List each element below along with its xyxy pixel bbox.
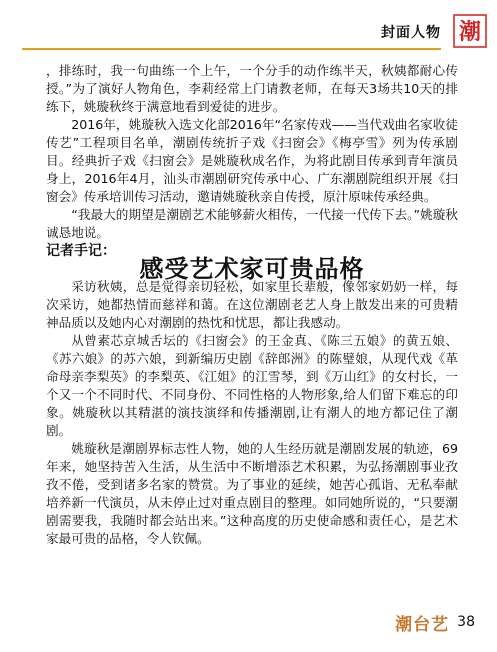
paragraph-5: 从曾素芯京城舌坛的《扫窗会》的王金真、《陈三五娘》的黄五娘、《苏六娘》的苏六娘，到新编历史剧《辞郎洲》的陈璧娘，从现代戏《革命母亲李梨英》的李梨英、《江姐》的江雪琴，到《万山红》的女村长，一个又一个不同时代、不同身份、不同性格的人物形象,给人们留下难忘的印象。姚璇秋以其精湛的演技演绎和传播潮剧,让有潮人的地方都记住了潮剧。 [46, 333, 458, 438]
paragraph-2: 2016年，姚璇秋入选文化部2016年“名家传戏——当代戏曲名家收徒传艺”工程项目名单，潮剧传统折子戏《扫窗会》《梅亭雪》列为传承剧目。经典折子戏《扫窗会》是姚璇秋成名作，为将此剧目传承到青年演员身上，2016年4月，汕头市潮剧研究传承中心、广东潮剧院组织开展《扫窗会》传承培训传习活动，邀请姚璇秋亲自传授，原汁原味传承经典。 [46, 117, 458, 204]
svg-text:潮: 潮 [458, 19, 482, 45]
page-footer [395, 610, 475, 634]
paragraph-6: 姚璇秋是潮剧界标志性人物，她的人生经历就是潮剧发展的轨迹，69年来，她坚持苦入生活，从生活中不断增添艺术积累，为弘扬潮剧事业孜孜不倦，受到诸多名家的赞赏。为了事业的延续，她苦心孤诣、无私奉献培养新一代演员，从未停止过对重点剧目的整理。如同她所说的，“只要潮剧需要我，我随时都会站出来。”这种高度的历史使命感和责任心，是艺术家最可贵的品格，令人钦佩。 [46, 441, 458, 546]
paragraph-1: ，排练时，我一句曲练一个上午，一个分手的动作练半天，秋姨都耐心传授。”为了演好人物角色，李莉经常上门请教老师，在每天3场共10天的排练下，姚璇秋终于满意地看到爱徒的进步。 [46, 63, 458, 114]
chao-stamp-icon [453, 14, 487, 48]
section-title: 封面人物 [381, 25, 441, 41]
paragraph-4: 采访秋姨，总是觉得亲切轻松，如家里长辈般，像邻家奶奶一样，每次采访，她都热情而慈祥和蔼。在这位潮剧老艺人身上散发出来的可贵精神品质以及她内心对潮剧的热忱和忧思，都让我感动。 [46, 279, 458, 330]
reporter-note-label: 记者手记： [46, 243, 116, 259]
header-rule [22, 48, 441, 50]
paragraph-3: “我最大的期望是潮剧艺术能够薪火相传，一代接一代传下去。”姚璇秋诚恳地说。 [46, 207, 458, 240]
article-body [46, 62, 458, 548]
page-number: 38 [457, 614, 475, 630]
page-header [0, 0, 497, 60]
section-headline: 感受艺术家可贵品格 [139, 255, 365, 283]
magazine-logo: 潮台艺 [395, 614, 450, 635]
